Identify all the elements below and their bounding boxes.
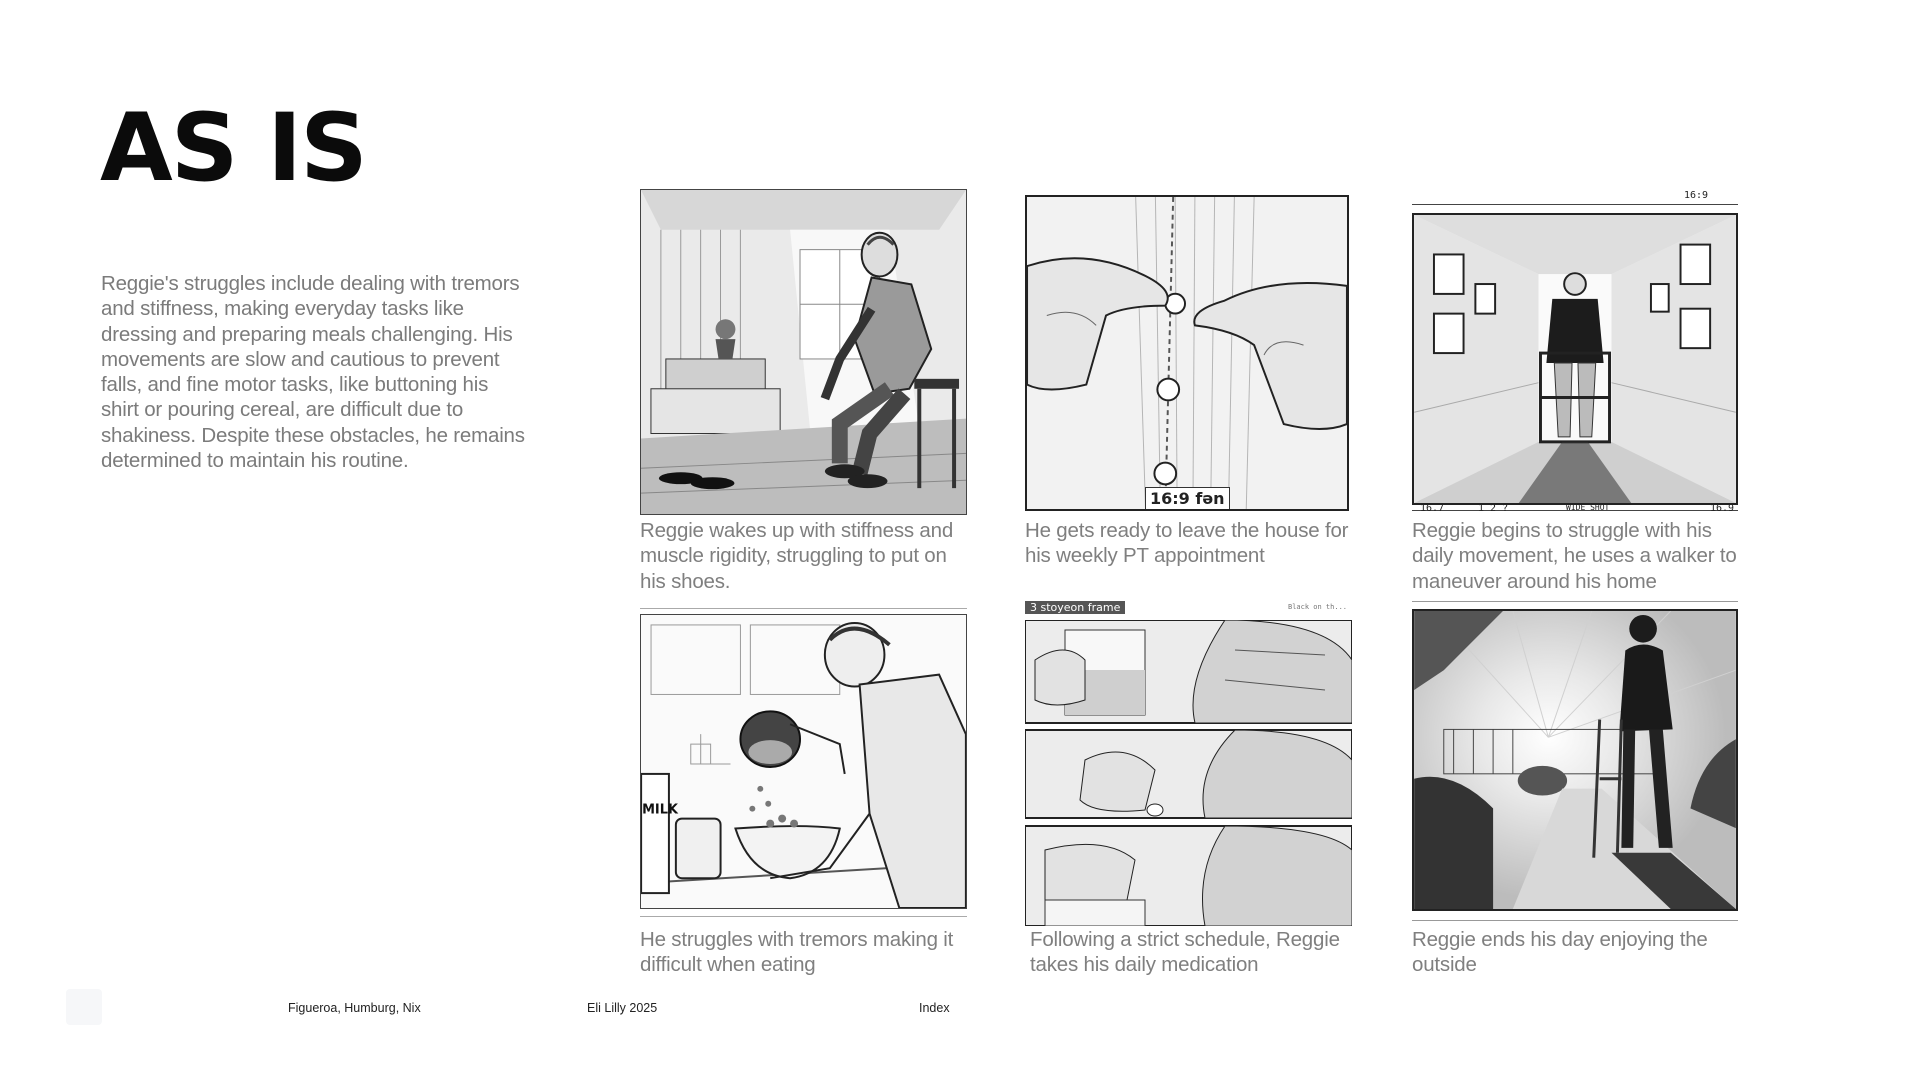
cereal-illustration	[641, 615, 966, 908]
storyboard-caption-6: Reggie ends his day enjoying the outside	[1412, 928, 1708, 977]
frame-4-top-ruler	[640, 608, 967, 609]
frame-5-header-label: 3 stoyeon frame	[1025, 601, 1125, 614]
storyboard-frame-3	[1412, 213, 1738, 505]
frame-5-header-note: Black on th...	[1288, 603, 1348, 611]
frame-3-bottom-left: 16.7	[1420, 503, 1445, 514]
footer-company: Eli Lilly 2025	[587, 1001, 658, 1015]
frame-3-bottom-right: 16.9	[1710, 503, 1735, 514]
storyboard-frame-2	[1025, 195, 1349, 511]
storyboard-frame-6	[1412, 609, 1738, 911]
frame-3-bottom-mid: 1 2 ?	[1478, 503, 1509, 514]
frame-6-bottom-ruler	[1412, 920, 1738, 921]
footer-logo-placeholder	[66, 989, 102, 1025]
storyboard-caption-1: Reggie wakes up with stiffness and muscle rigidity, struggling to put on his shoes.	[640, 519, 954, 593]
frame-4-bottom-ruler	[640, 916, 967, 917]
frame-3-top-label: 16:9	[1684, 190, 1709, 201]
hallway-illustration	[1414, 215, 1736, 503]
milk-carton-label: MILK	[642, 802, 678, 818]
footer-index-link[interactable]: Index	[919, 1001, 950, 1015]
page-title: AS IS	[100, 94, 366, 203]
buttoning-illustration	[1027, 197, 1347, 509]
storyboard-frame-5	[1025, 620, 1352, 926]
medication-illustration	[1025, 620, 1352, 926]
storyboard-caption-4: He struggles with tremors making it difficult when eating	[640, 928, 954, 977]
storyboard-caption-3: Reggie begins to struggle with his daily movement, he uses a walker to maneuver around his home	[1412, 519, 1737, 593]
aspect-ratio-label: 16:9 fən	[1145, 487, 1230, 510]
frame-3-shot-type: WIDE SHOT	[1566, 503, 1610, 512]
storyboard-caption-2: He gets ready to leave the house for his weekly PT appointment	[1025, 519, 1349, 568]
frame-3-top-ruler	[1412, 204, 1738, 205]
frame-6-top-ruler	[1412, 601, 1738, 602]
description-paragraph: Reggie's struggles include dealing with tremors and stiffness, making everyday tasks like dressing and preparing meals challenging. His movements are slow and cautious to prevent falls, and fine motor tasks, like buttoning his shirt or pouring cereal, are difficult due to shakiness. Despite these obstacles, he remains determined to maintain his routine.	[101, 272, 525, 473]
storyboard-frame-1	[640, 189, 967, 515]
storyboard-frame-4	[640, 614, 967, 909]
storyboard-caption-5: Following a strict schedule, Reggie takes his daily medication	[1030, 928, 1340, 977]
footer-authors: Figueroa, Humburg, Nix	[288, 1001, 421, 1015]
garden-illustration	[1414, 611, 1736, 909]
shoes-illustration	[641, 190, 966, 514]
